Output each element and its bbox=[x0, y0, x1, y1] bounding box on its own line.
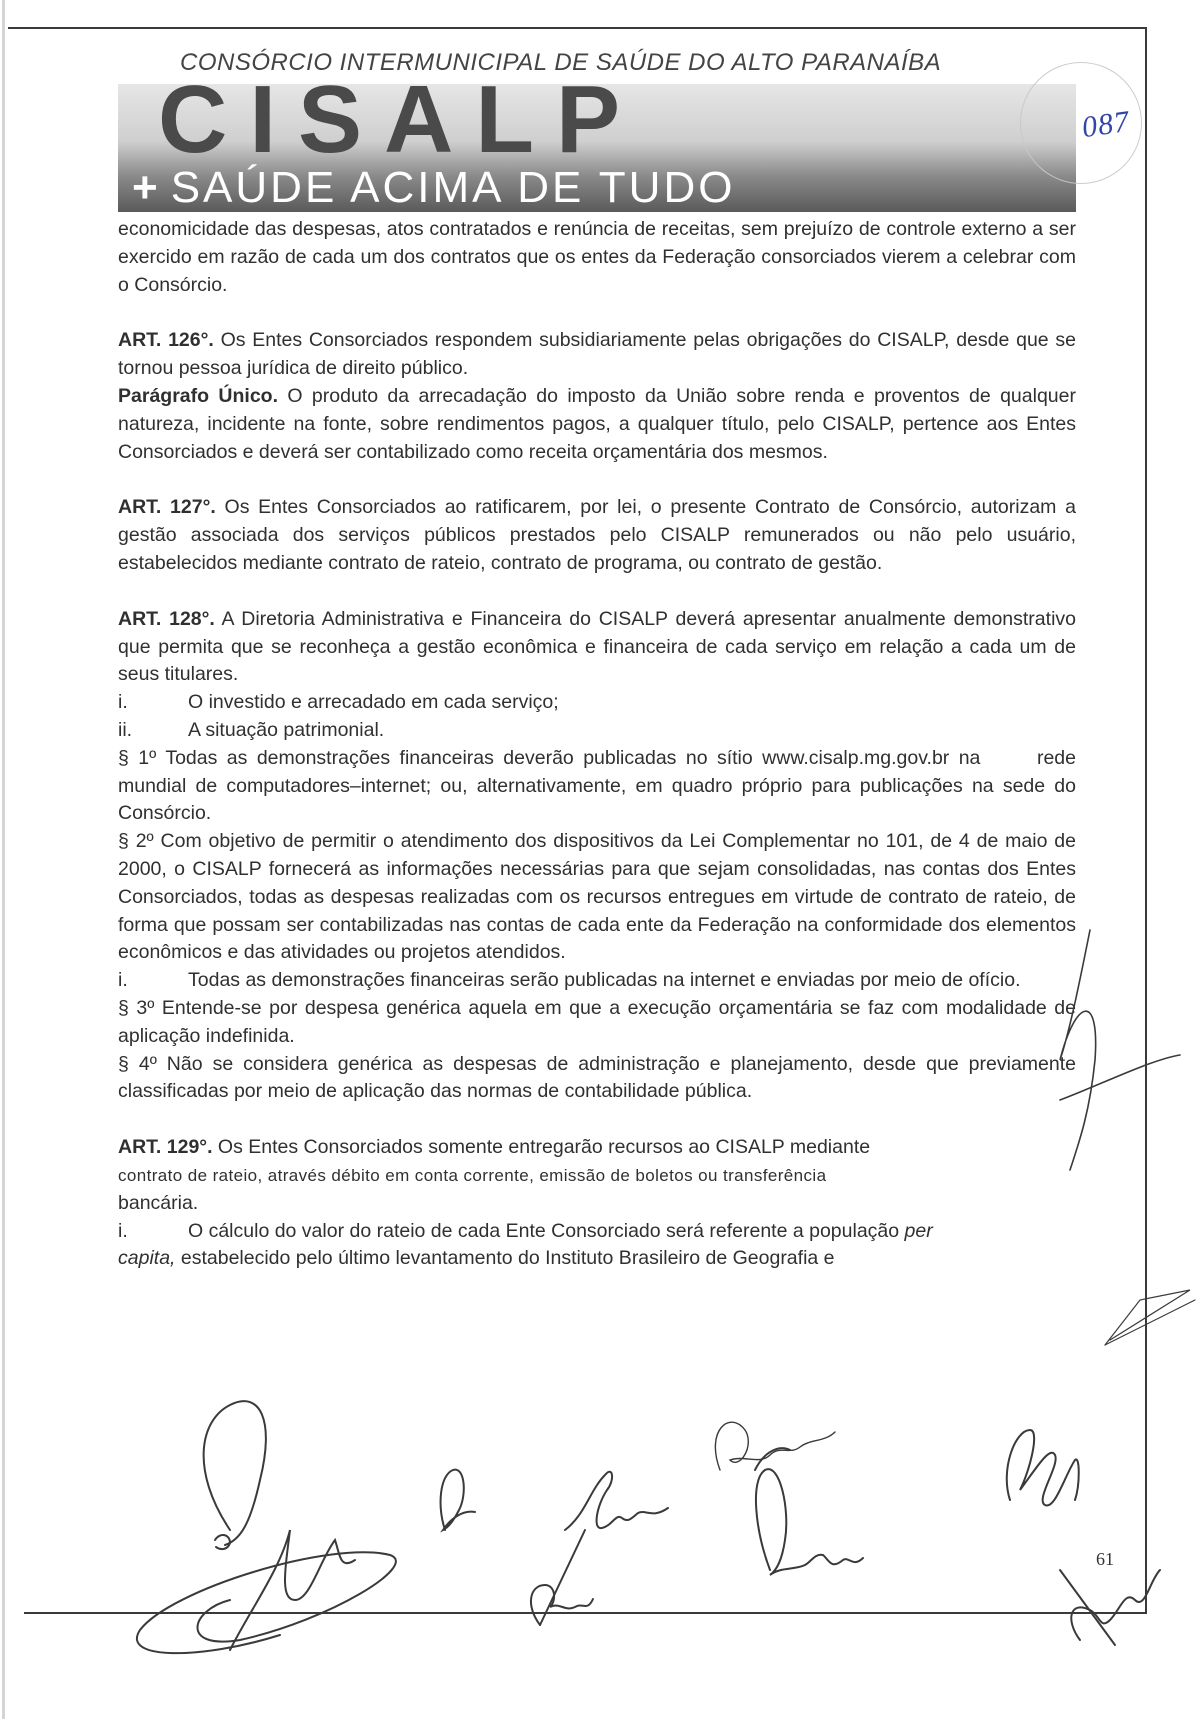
article-label: ART. 129°. bbox=[118, 1136, 213, 1159]
page-frame-right bbox=[1145, 27, 1147, 1614]
article-text: Os Entes Consorciados respondem subsidiariamente pelas obrigações do CISALP, desde que se tornou pessoa jurídica de direito público. bbox=[118, 329, 1076, 380]
slogan-text: SAÚDE ACIMA DE TUDO bbox=[170, 163, 736, 212]
handwritten-folio-number: 087 bbox=[1079, 104, 1132, 145]
section-text: Não se considera genérica as despesas de administração e planejamento, desde que previamente classificadas por meio de aplicação das normas de contabilidade pública. bbox=[118, 1052, 1076, 1103]
section-label: § 4º bbox=[118, 1052, 157, 1075]
slogan bbox=[132, 163, 736, 212]
list-item bbox=[118, 967, 1076, 995]
organization-name: CONSÓRCIO INTERMUNICIPAL DE SAÚDE DO ALTO PARANAÍBA bbox=[180, 49, 942, 76]
cisalp-logo: CISALP bbox=[158, 84, 643, 173]
signature-5 bbox=[531, 1585, 593, 1625]
list-item bbox=[118, 717, 1076, 745]
signature-2 bbox=[137, 1530, 396, 1653]
item-text: O cálculo do valor do rateio de cada Ente Consorciado será referente a população bbox=[188, 1219, 905, 1242]
item-text: A situação patrimonial. bbox=[188, 718, 385, 741]
article-label: ART. 127°. bbox=[118, 496, 216, 519]
item-number: i. bbox=[118, 969, 128, 992]
article-text: A Diretoria Administrativa e Financeira do CISALP deverá apresentar anualmente demonstrativo que permita que se reconheça a gestão econômica e financeira de cada serviço em relação a cada um de seus titulares. bbox=[118, 607, 1076, 686]
item-text: estabelecido pelo último levantamento do Instituto Brasileiro de Geografia e bbox=[175, 1247, 835, 1270]
section-label: § 2º bbox=[118, 830, 154, 853]
item-text: Todas as demonstrações financeiras serão publicadas na internet e enviadas por meio de ofício. bbox=[188, 969, 1021, 992]
paragraph-text: O produto da arrecadação do imposto da União sobre renda e proventos de qualquer natureza, incidente na fonte, sobre rendimentos pagos, a qualquer título, pelo CISALP, pertence aos Entes Consorciados e deverá ser contabilizado como receita orçamentária dos mesmos. bbox=[118, 384, 1076, 463]
section-4 bbox=[118, 1051, 1076, 1107]
paragraph-label: Parágrafo Único. bbox=[118, 384, 278, 407]
signature-1 bbox=[204, 1401, 266, 1549]
list-item bbox=[118, 689, 1076, 717]
section-text: Com objetivo de permitir o atendimento dos dispositivos da Lei Complementar no 101, de 4 de maio de 2000, o CISALP fornecerá as informações necessárias para que sejam consolidadas, nas contas dos Entes Consorciados, todas as despesas realizadas com os recursos entregues em virtude de contrato de rateio, de forma que possam ser contabilizadas nas contas de cada ente da Federação na conformidade dos elementos econômicos e das atividades ou projetos atendidos. bbox=[118, 830, 1076, 964]
section-label: § 3º bbox=[118, 996, 155, 1019]
signature-7 bbox=[715, 1422, 835, 1470]
item-number: ii. bbox=[118, 718, 133, 741]
item-text-italic: per bbox=[904, 1219, 933, 1242]
section-text: Todas as demonstrações financeiras deverão publicadas no sítio www.cisalp.mg.gov.br na rede mundial de computadores–internet; ou, alternativamente, em quadro próprio para publicações na sede do Consórcio. bbox=[118, 746, 1082, 825]
page-number: 61 bbox=[1096, 1549, 1114, 1569]
document-body bbox=[118, 216, 1082, 1273]
article-129-continued: contrato de rateio, através débito em conta corrente, emissão de boletos ou transferência bbox=[118, 1165, 827, 1185]
item-text: O investido e arrecadado em cada serviço; bbox=[188, 691, 559, 714]
scan-edge bbox=[2, 0, 5, 1719]
section-2 bbox=[118, 828, 1076, 967]
item-text-italic: capita, bbox=[118, 1247, 176, 1270]
article-label: ART. 128°. bbox=[118, 607, 215, 630]
article-129-end: bancária. bbox=[118, 1191, 199, 1214]
signature-3 bbox=[441, 1470, 475, 1530]
article-text: Os Entes Consorciados ao ratificarem, por lei, o presente Contrato de Consórcio, autorizam a gestão associada dos serviços públicos prestados pelo CISALP remunerados ou não pelo usuário, estabelecidos mediante contrato de rateio, contrato de programa, ou contrato de gestão. bbox=[118, 496, 1076, 574]
article-128 bbox=[118, 606, 1076, 689]
article-text: Os Entes Consorciados somente entregarão recursos ao CISALP mediante bbox=[212, 1136, 871, 1159]
article-129 bbox=[118, 1134, 1076, 1162]
item-number: i. bbox=[118, 1219, 128, 1242]
signature-11 bbox=[1105, 1290, 1195, 1345]
page-frame-top bbox=[8, 27, 1146, 29]
article-126 bbox=[118, 327, 1076, 383]
section-1 bbox=[118, 745, 1082, 828]
list-item bbox=[118, 1218, 1076, 1274]
plus-cross-icon: + bbox=[132, 163, 161, 212]
logo-banner bbox=[118, 84, 1076, 212]
article-127 bbox=[118, 494, 1076, 577]
section-text: Entende-se por despesa genérica aquela em que a execução orçamentária se faz com modalidade de aplicação indefinida. bbox=[118, 996, 1076, 1047]
item-number: i. bbox=[118, 691, 128, 714]
article-126-sole-paragraph bbox=[118, 383, 1076, 466]
section-3 bbox=[118, 995, 1076, 1051]
section-label: § 1º bbox=[118, 746, 157, 769]
signature-10 bbox=[1060, 930, 1180, 1170]
letterhead bbox=[118, 44, 1078, 214]
page-frame-bottom bbox=[24, 1612, 1147, 1614]
intro-paragraph: economicidade das despesas, atos contratados e renúncia de receitas, sem prejuízo de controle externo a ser exercido em razão de cada um dos contratos que os entes da Federação consorciados vierem a celebrar com o Consórcio. bbox=[118, 218, 1076, 296]
article-label: ART. 126°. bbox=[118, 329, 214, 352]
signature-8 bbox=[1007, 1430, 1079, 1505]
signature-4 bbox=[540, 1472, 668, 1625]
signature-6 bbox=[755, 1448, 863, 1575]
